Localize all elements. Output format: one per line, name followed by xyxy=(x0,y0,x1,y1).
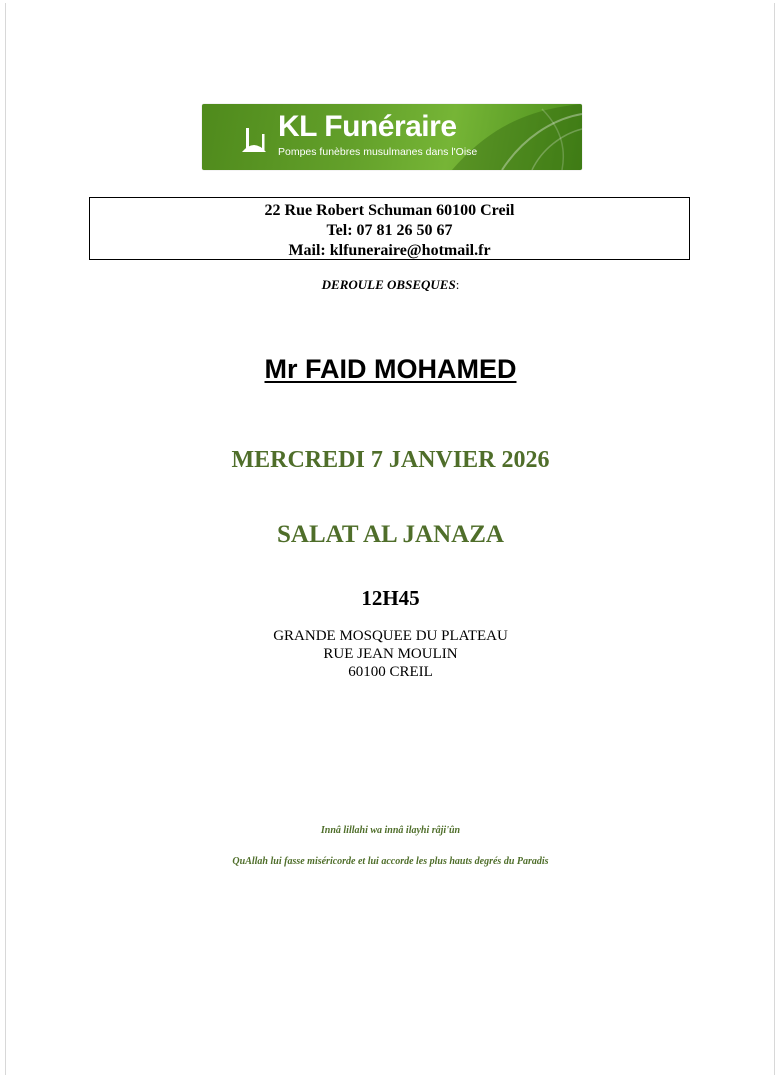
section-heading xyxy=(0,277,781,293)
contact-box xyxy=(89,197,690,260)
company-logo xyxy=(202,104,582,170)
ceremony-time: 12H45 xyxy=(361,586,420,610)
contact-address: 22 Rue Robert Schuman 60100 Creil xyxy=(264,202,515,219)
prayer-line-1: Innâ lillahi wa innâ ilayhi râji'ûn xyxy=(320,825,461,836)
prayer-line-2: QuAllah lui fasse miséricorde et lui accorde les plus hauts degrés du Paradis xyxy=(232,856,549,867)
logo-title: KL Funéraire xyxy=(278,110,457,143)
section-heading-label: DEROULE OBSEQUES xyxy=(321,277,456,292)
location-line-1: GRANDE MOSQUEE DU PLATEAU xyxy=(273,628,508,644)
deceased-name: Mr FAID MOHAMED xyxy=(264,354,517,384)
location-line-2: RUE JEAN MOULIN xyxy=(323,646,458,662)
contact-email: Mail: klfuneraire@hotmail.fr xyxy=(288,242,491,259)
section-heading-colon: : xyxy=(455,277,460,292)
location-line-3: 60100 CREIL xyxy=(348,664,433,680)
contact-phone: Tel: 07 81 26 50 67 xyxy=(326,222,453,239)
ceremony-title: SALAT AL JANAZA xyxy=(277,521,504,548)
mosque-crescent-icon xyxy=(223,114,266,157)
ceremony-date: MERCREDI 7 JANVIER 2026 xyxy=(231,447,550,473)
logo-tagline: Pompes funèbres musulmanes dans l'Oise xyxy=(278,146,478,158)
ceremony-location xyxy=(0,627,781,681)
